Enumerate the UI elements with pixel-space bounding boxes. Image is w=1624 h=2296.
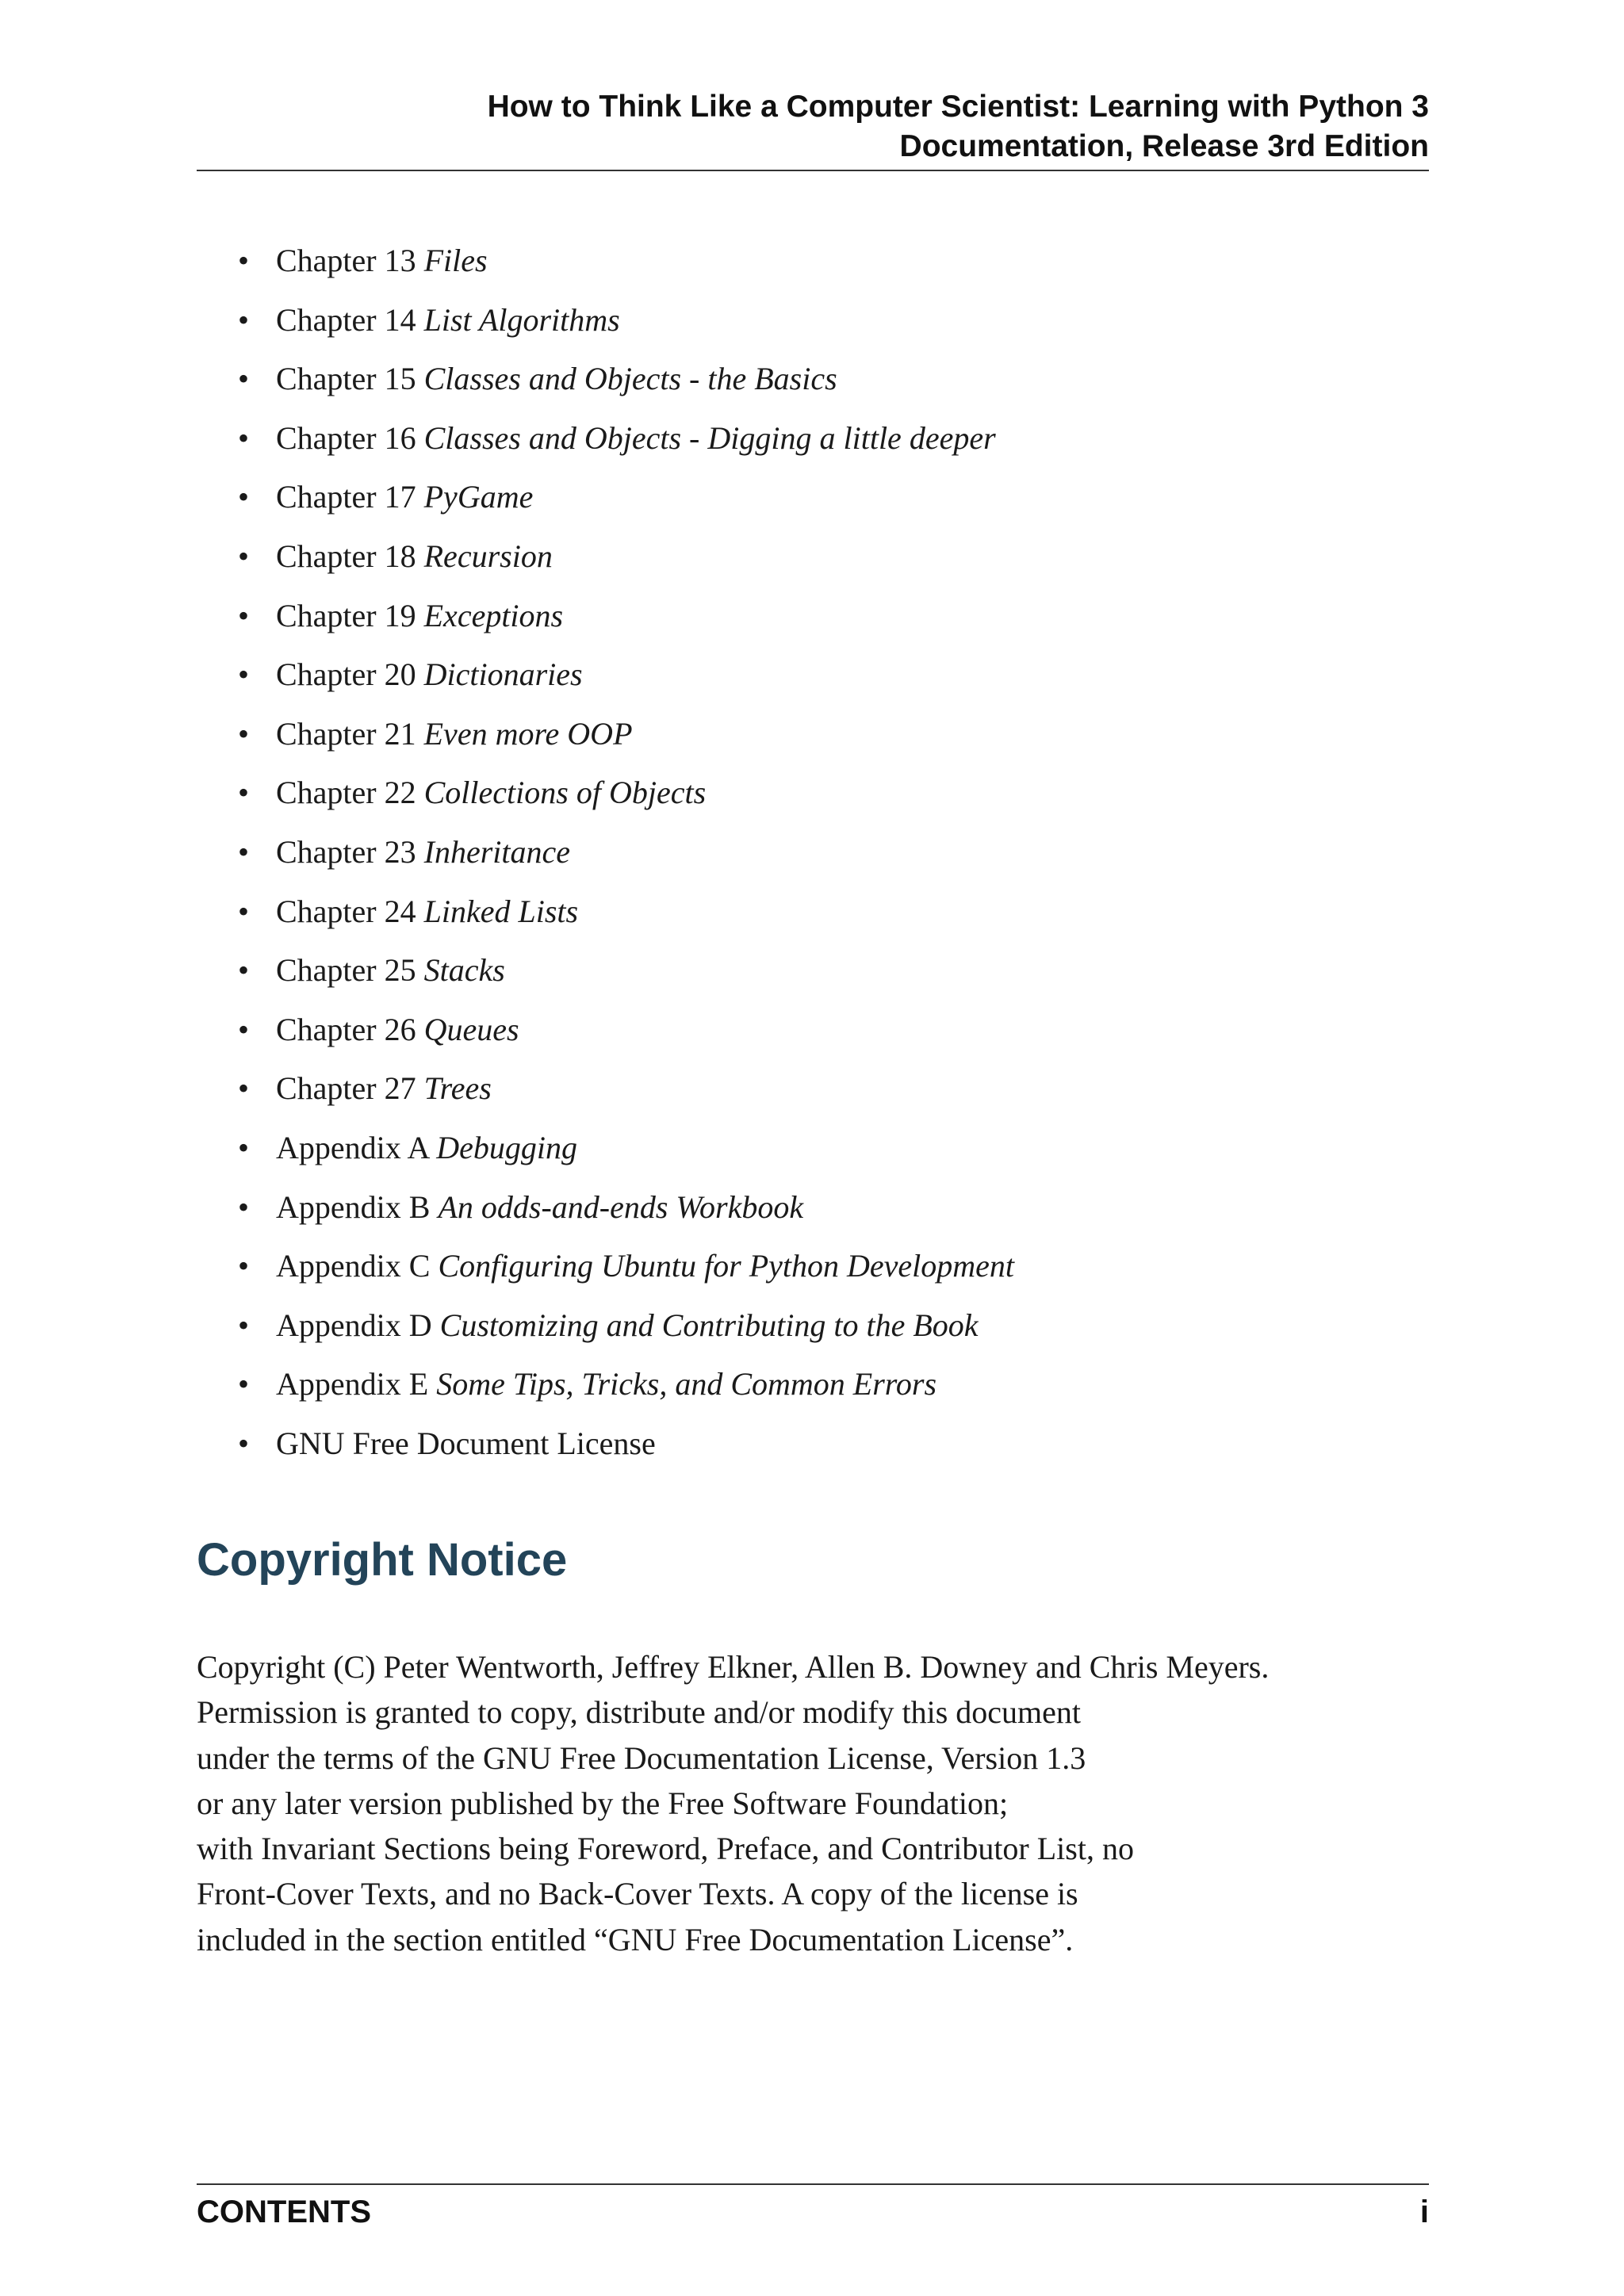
- toc-item-title[interactable]: Customizing and Contributing to the Book: [439, 1307, 979, 1343]
- toc-item-number: Chapter 14: [276, 301, 424, 338]
- toc-item-title[interactable]: PyGame: [423, 479, 534, 515]
- bullet-icon: •: [238, 893, 250, 929]
- toc-item-number: Appendix C: [276, 1248, 439, 1284]
- bullet-icon: •: [238, 1248, 250, 1284]
- toc-item[interactable]: [238, 235, 1014, 294]
- bullet-icon: •: [238, 1188, 250, 1225]
- toc-item[interactable]: [238, 353, 1014, 412]
- bullet-icon: •: [238, 952, 250, 989]
- toc-item[interactable]: [238, 826, 1014, 886]
- toc-item[interactable]: [238, 1240, 1014, 1299]
- copyright-line: Permission is granted to copy, distribute and/or modify this document: [197, 1694, 1082, 1731]
- bullet-icon: •: [238, 361, 250, 397]
- bullet-icon: •: [238, 715, 250, 752]
- toc-item-number: Chapter 16: [276, 419, 424, 456]
- toc-item-title[interactable]: Classes and Objects - the Basics: [423, 361, 837, 397]
- toc-item-number: Chapter 24: [276, 893, 424, 929]
- copyright-line: Copyright (C) Peter Wentworth, Jeffrey Elkner, Allen B. Downey and Chris Meyers.: [197, 1649, 1270, 1685]
- section-heading: Copyright Notice: [197, 1534, 568, 1586]
- toc-item-title[interactable]: Recursion: [423, 538, 553, 574]
- toc-item-number: GNU Free Document License: [276, 1425, 656, 1461]
- toc-item-title[interactable]: Debugging: [436, 1129, 577, 1165]
- toc-item-title[interactable]: Queues: [423, 1011, 519, 1047]
- toc-item-number: Chapter 25: [276, 952, 424, 989]
- copyright-line: Front-Cover Texts, and no Back-Cover Texts. A copy of the license is: [197, 1876, 1078, 1912]
- bullet-icon: •: [238, 833, 250, 870]
- toc-item-number: Appendix A: [276, 1129, 437, 1165]
- toc-item-title[interactable]: Inheritance: [423, 833, 570, 870]
- copyright-notice: [197, 1644, 1269, 1962]
- toc-item[interactable]: [238, 590, 1014, 649]
- footer-section-name: CONTENTS: [197, 2195, 371, 2229]
- toc-item-title[interactable]: Some Tips, Tricks, and Common Errors: [436, 1366, 937, 1402]
- copyright-line: under the terms of the GNU Free Documentation License, Version 1.3: [197, 1739, 1086, 1776]
- toc-item[interactable]: [238, 1358, 1014, 1418]
- toc-item-title[interactable]: Exceptions: [423, 597, 564, 633]
- bullet-icon: •: [238, 479, 250, 515]
- toc-item-title[interactable]: Collections of Objects: [423, 775, 707, 811]
- toc-item[interactable]: [238, 886, 1014, 945]
- toc-item-number: Appendix E: [276, 1366, 437, 1402]
- bullet-icon: •: [238, 419, 250, 456]
- bullet-icon: •: [238, 1129, 250, 1165]
- toc-item[interactable]: [238, 767, 1014, 826]
- toc-item-number: Chapter 27: [276, 1070, 424, 1107]
- toc-item[interactable]: [238, 1418, 1014, 1477]
- toc-item[interactable]: [238, 294, 1014, 354]
- toc-item-title[interactable]: Stacks: [423, 952, 505, 989]
- toc-item[interactable]: [238, 1299, 1014, 1359]
- toc-item-number: Chapter 19: [276, 597, 424, 633]
- toc-item[interactable]: [238, 471, 1014, 530]
- toc-item-title[interactable]: Classes and Objects - Digging a little deeper: [423, 419, 996, 456]
- toc-item-title[interactable]: Linked Lists: [423, 893, 579, 929]
- toc-item[interactable]: [238, 530, 1014, 590]
- copyright-line: or any later version published by the Free Software Foundation;: [197, 1785, 1009, 1821]
- toc-item[interactable]: [238, 708, 1014, 767]
- toc-item-number: Chapter 23: [276, 833, 424, 870]
- bullet-icon: •: [238, 243, 250, 278]
- running-header: [197, 87, 1429, 166]
- toc-item-number: Chapter 18: [276, 538, 424, 574]
- toc-item-number: Chapter 17: [276, 479, 424, 515]
- copyright-line: with Invariant Sections being Foreword, Preface, and Contributor List, no: [197, 1831, 1134, 1867]
- toc-item-title[interactable]: Files: [423, 243, 488, 278]
- bullet-icon: •: [238, 597, 250, 633]
- copyright-line: included in the section entitled “GNU Free Documentation License”.: [197, 1921, 1074, 1957]
- toc-item-number: Chapter 13: [276, 243, 424, 278]
- bullet-icon: •: [238, 1070, 250, 1107]
- toc-item-title[interactable]: Even more OOP: [423, 715, 633, 752]
- bullet-icon: •: [238, 1425, 250, 1461]
- bullet-icon: •: [238, 1366, 250, 1402]
- footer-page-number: i: [1419, 2195, 1429, 2229]
- bullet-icon: •: [238, 775, 250, 811]
- header-rule: [197, 170, 1429, 171]
- bullet-icon: •: [238, 1307, 250, 1343]
- toc-item-number: Appendix D: [276, 1307, 440, 1343]
- toc-item-number: Chapter 15: [276, 361, 424, 397]
- toc-item[interactable]: [238, 649, 1014, 708]
- toc-item[interactable]: [238, 1122, 1014, 1181]
- toc-item-title[interactable]: Dictionaries: [423, 656, 583, 693]
- toc-item[interactable]: [238, 1062, 1014, 1122]
- toc-item-number: Appendix B: [276, 1188, 439, 1225]
- toc-item-number: Chapter 21: [276, 715, 424, 752]
- bullet-icon: •: [238, 1011, 250, 1047]
- toc-item-title[interactable]: An odds-and-ends Workbook: [438, 1188, 804, 1225]
- toc-item[interactable]: [238, 1004, 1014, 1063]
- toc-item[interactable]: [238, 412, 1014, 472]
- bullet-icon: •: [238, 301, 250, 338]
- toc-item[interactable]: [238, 944, 1014, 1004]
- toc-item-title[interactable]: List Algorithms: [423, 301, 620, 338]
- toc-item-number: Chapter 22: [276, 775, 424, 811]
- running-header-line-1: How to Think Like a Computer Scientist: Learning with Python 3: [487, 90, 1429, 124]
- running-header-line-2: Documentation, Release 3rd Edition: [899, 129, 1429, 163]
- bullet-icon: •: [238, 656, 250, 693]
- toc-list: [238, 235, 1014, 1476]
- toc-item-number: Chapter 26: [276, 1011, 424, 1047]
- toc-item[interactable]: [238, 1181, 1014, 1241]
- footer-rule: [197, 2183, 1429, 2185]
- bullet-icon: •: [238, 538, 250, 574]
- toc-item-title[interactable]: Configuring Ubuntu for Python Development: [438, 1248, 1015, 1284]
- toc-item-number: Chapter 20: [276, 656, 424, 693]
- toc-item-title[interactable]: Trees: [423, 1070, 492, 1107]
